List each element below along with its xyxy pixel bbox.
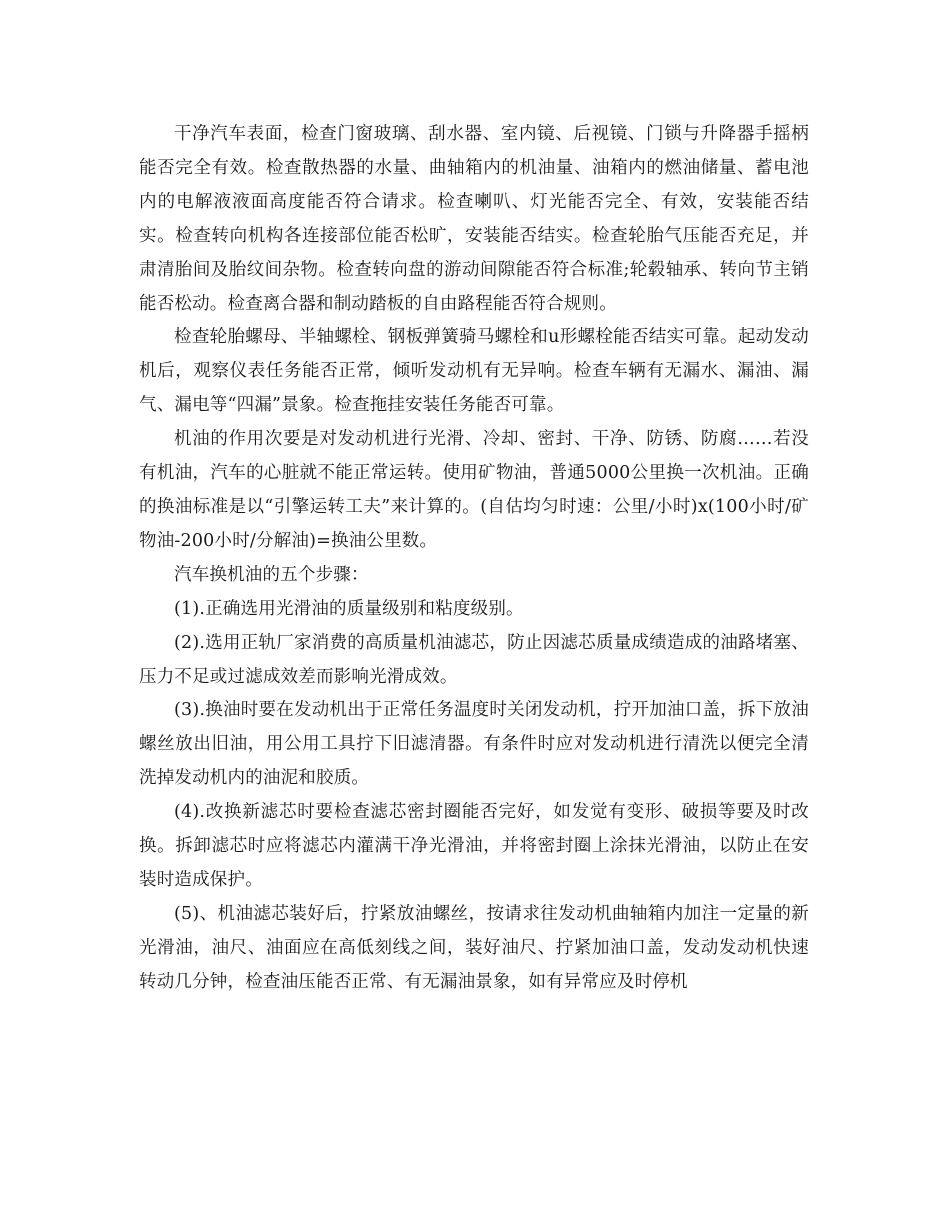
paragraph-step-5: (5)、机油滤芯装好后，拧紧放油螺丝，按请求往发动机曲轴箱内加注一定量的新光滑油，油尺、油面应在高低刻线之间，装好油尺、拧紧加油口盖，发动发动机快速转动几分钟，检查油压能否正常、有无漏油景象，如有异常应及时停机	[139, 903, 809, 992]
paragraph-step-2: (2).选用正轨厂家消费的高质量机油滤芯，防止因滤芯质量成绩造成的油路堵塞、压力不足或过滤成效差而影响光滑成效。	[139, 632, 809, 687]
paragraph-bolt-inspection: 检查轮胎螺母、半轴螺栓、钢板弹簧骑马螺栓和u形螺栓能否结实可靠。起动发动机后，观察仪表任务能否正常，倾听发动机有无异响。检查车辆有无漏水、漏油、漏气、漏电等“四漏”景象。检查拖挂安装任务能否可靠。	[139, 327, 809, 416]
paragraph-step-3: (3).换油时要在发动机出于正常任务温度时关闭发动机，拧开加油口盖，拆下放油螺丝放出旧油，用公用工具拧下旧滤清器。有条件时应对发动机进行清洗以便完全清洗掉发动机内的油泥和胶质。	[139, 700, 809, 789]
paragraph-oil-function: 机油的作用次要是对发动机进行光滑、冷却、密封、干净、防锈、防腐……若没有机油，汽车的心脏就不能正常运转。使用矿物油，普通5000公里换一次机油。正确的换油标准是以“引擎运转工夫”来计算的。(自估均匀时速：公里/小时)x(100小时/矿物油-200小时/分解油)=换油公里数。	[139, 429, 809, 551]
paragraph-vehicle-inspection: 干净汽车表面，检查门窗玻璃、刮水器、室内镜、后视镜、门锁与升降器手摇柄能否完全有效。检查散热器的水量、曲轴箱内的机油量、油箱内的燃油储量、蓄电池内的电解液液面高度能否符合请求。检查喇叭、灯光能否完全、有效，安装能否结实。检查转向机构各连接部位能否松旷，安装能否结实。检查轮胎气压能否充足，并肃清胎间及胎纹间杂物。检查转向盘的游动间隙能否符合标准;轮毂轴承、转向节主销能否松动。检查离合器和制动踏板的自由路程能否符合规则。	[139, 124, 809, 314]
paragraph-step-1: (1).正确选用光滑油的质量级别和粘度级别。	[174, 598, 524, 619]
document-body	[139, 118, 809, 1000]
paragraph-step-4: (4).改换新滤芯时要检查滤芯密封圈能否完好，如发觉有变形、破损等要及时改换。拆卸滤芯时应将滤芯内灌满干净光滑油，并将密封圈上涂抹光滑油，以防止在安装时造成保护。	[139, 802, 809, 890]
paragraph-five-steps-heading: 汽车换机油的五个步骤：	[174, 564, 369, 585]
